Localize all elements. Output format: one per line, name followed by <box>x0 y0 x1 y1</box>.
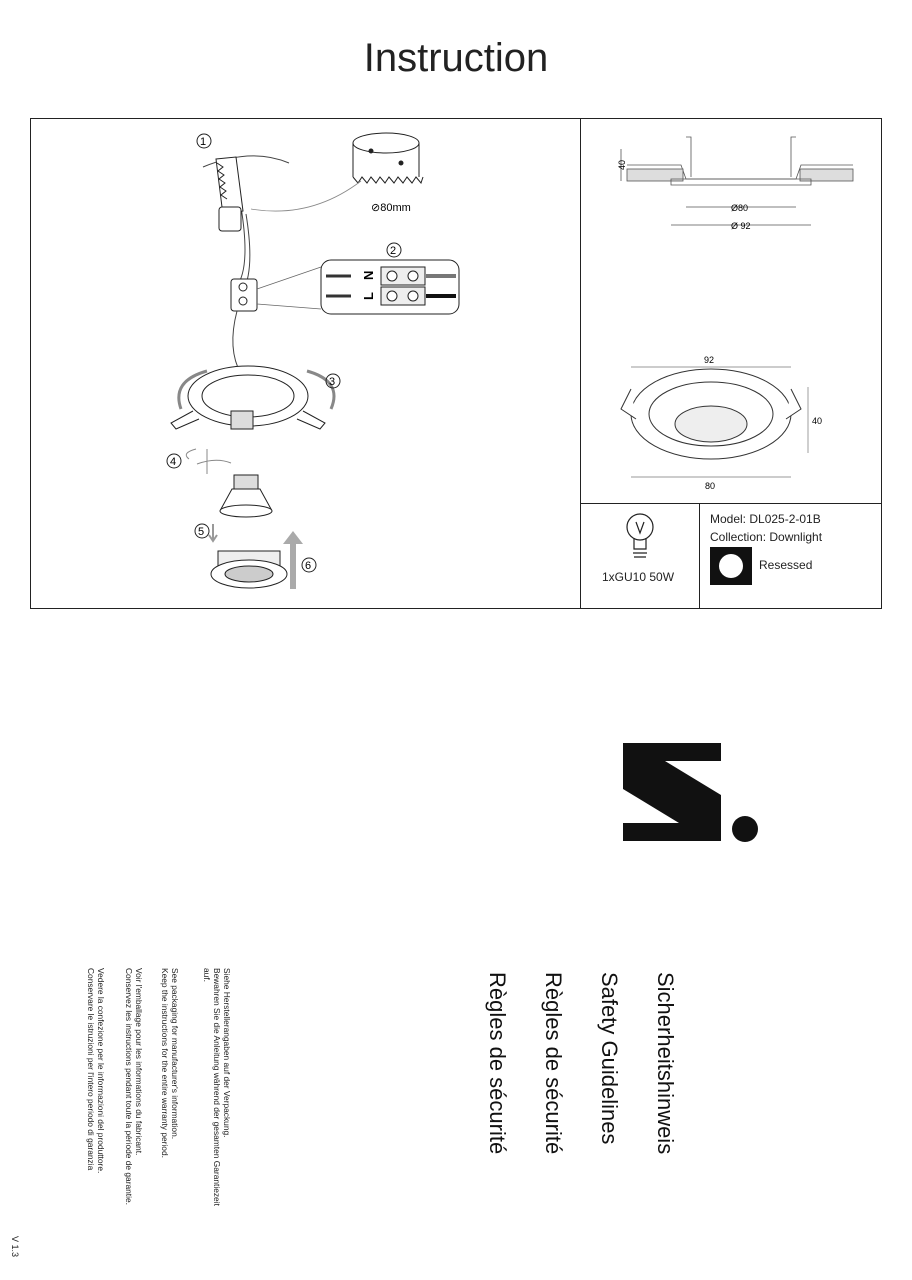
hole-saw-icon <box>353 133 423 183</box>
step-2-label: 2 <box>390 245 397 257</box>
dim-top-height: 40 <box>617 159 627 170</box>
bulb-icon <box>627 514 653 557</box>
iso-drawing <box>621 369 801 459</box>
bulb-spec: 1xGU10 50W <box>602 570 675 584</box>
step-5-label: 5 <box>198 526 205 538</box>
terminal-detail <box>321 260 459 314</box>
trim-ring <box>211 551 287 588</box>
heading-fr-2: Règles de sécurité <box>485 972 510 1155</box>
dim-iso-bottom: 80 <box>705 481 716 491</box>
step-1-label: 1 <box>200 136 207 148</box>
heading-en: Safety Guidelines <box>597 972 622 1145</box>
heading-de: Sicherheitshinweis <box>653 972 678 1155</box>
step-4-label: 4 <box>170 456 177 468</box>
note-de-3: auf. <box>202 968 212 982</box>
step-6-label: 6 <box>305 560 312 572</box>
hole-size-label: ⊘80mm <box>371 202 411 214</box>
gu10-bulb-icon <box>220 475 272 517</box>
terminal-l-label: L <box>361 292 376 300</box>
heading-fr: Règles de sécurité <box>541 972 566 1155</box>
note-en-2: Keep the instructions for the entire warranty period. <box>160 968 170 1158</box>
note-it-2: Conservare le istruzioni per l'intero periodo di garanzia <box>86 968 96 1171</box>
note-fr-1: Voir l'emballage pour les informations du fabricant. <box>134 968 144 1156</box>
step-3-label: 3 <box>329 376 336 388</box>
dim-iso-height: 40 <box>812 416 823 426</box>
mount-type: Resessed <box>759 558 813 572</box>
rotate-arrows-icon <box>186 449 231 474</box>
note-en-1: See packaging for manufacturer's information. <box>170 968 180 1140</box>
terminal-connector <box>231 279 257 311</box>
version-label: V 1.3 <box>10 1236 20 1258</box>
note-de-2: Bewahren Sie die Anleitung während der gesamten Garantiezeit <box>212 968 222 1206</box>
hand-saw-icon <box>216 157 243 231</box>
page-title: Instruction <box>363 36 549 80</box>
terminal-n-label: N <box>361 270 376 280</box>
brand-logo <box>623 743 763 845</box>
model-number: Model: DL025-2-01B <box>710 512 821 526</box>
dim-inner-diameter: Ø80 <box>731 203 749 213</box>
dim-iso-width: 92 <box>704 355 715 365</box>
dim-outer-diameter: Ø 92 <box>731 221 751 231</box>
note-fr-2: Conservez les instructions pendant toute la période de garantie. <box>124 968 134 1205</box>
recessed-icon <box>710 547 752 585</box>
collection-name: Collection: Downlight <box>710 530 823 544</box>
ceiling-hole <box>203 156 289 291</box>
note-it-1: Vedere la confezione per le informazioni del produttore. <box>96 968 106 1174</box>
note-de-1: Siehe Herstellerangaben auf der Verpackung. <box>222 968 232 1138</box>
